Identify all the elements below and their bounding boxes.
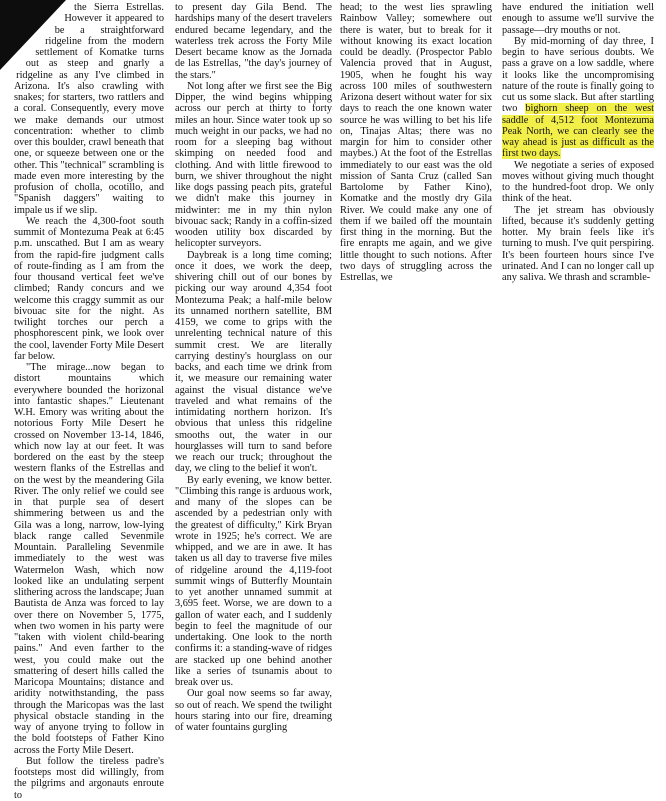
paragraph: head; to the west lies sprawling Rainbow Valley; somewhere out there is water, but to break for it without knowing its exact location could be deadly. (Prospector Pablo Valencia proved that in August, 1905, when he fought his way across 100 miles of southwestern Arizona desert without water for six days to reach the one known water source he was willing to bet his life on, Tinajas Altas; there was no margin for him to consider other maybes.) At the foot of the Estrellas immediately to our east was the old mission of Santa Cruz (called San Bartolome by Father Kino), Komatke and the mostly dry Gila River. We could make any one of them if we bailed off the mountain first thing in the morning. But the fire enrapts me again, and we give little thought to such notions. After two days of struggling across the Estrellas, we <box>340 2 492 283</box>
paragraph: The jet stream has obviously lifted, because it's suddenly getting hotter. My brain feels like it's turning to mush. I've quit perspiring. It's been fourteen hours since I've urinated. And I can no longer call up any saliva. We thrash and scramble- <box>502 204 654 283</box>
paragraph: Not long after we first see the Big Dipper, the wind begins whipping across our perch at thirty to forty miles an hour. Since water took up so much weight in our packs, we had no room for a sleeping bag without skimping on needed food and clothing. And with little firewood to burn, we shiver throughout the night like dogs passing peach pits, grateful we didn't make this journey in midwinter: me in my thin nylon bivouac sack; Randy in a coffin-sized wooden utility box discarded by helicopter surveyors. <box>175 80 332 250</box>
paragraph: Our goal now seems so far away, so out of reach. We spend the twilight hours staring into our fire, dreaming of water fountains gurgling <box>175 688 332 733</box>
paragraph <box>502 36 654 160</box>
highlighted-text: bighorn sheep on the west saddle of 4,512 foot Montezuma Peak North, we can clearly see the way ahead is just as difficult as the first two days. <box>502 103 654 160</box>
paragraph: We negotiate a series of exposed moves without giving much thought to the hundred-foot drop. We only think of the heat. <box>502 159 654 205</box>
paragraph-text: By mid-morning of day three, I begin to have serious doubts. We pass a grave on a low saddle, where it looks like the uncompromising nature of the route is finally going to cut us some slack. But after startling two <box>502 35 654 115</box>
text-column-1 <box>14 2 164 801</box>
paragraph: We reach the 4,300-foot south summit of Montezuma Peak at 6:45 p.m. unscathed. But I am as weary from the rapid-fire judgment calls of route-finding as I am from the four thousand vertical feet we've climbed; Randy concurs and we welcome this craggy summit as our bivouac site for the night. As twilight torches our perch a phosphorescent pink, we look over the cool, lavender Forty Mile Desert far below. <box>14 215 164 362</box>
text-column-3 <box>340 2 492 312</box>
paragraph: "The mirage...now began to distort mountains which everywhere bounded the horizonal into fantastic shapes." Lieutenant W.H. Emory was writing about the notorious Forty Mile Desert he crossed on November 13-14, 1846, which now lay at our feet. It was bordered on the east by the steep western flanks of the Estrellas and on the west by the meandering Gila River. The only relief we could see in that purple sea of desert shimmering between us and the Gila was a long, narrow, low-lying black range called Sevenmile Mountain. Paralleling Sevenmile immediately to the west was Watermelon Wash, which now looked like an undulating serpent slithering across the landscape; Juan Bautista de Anza was forced to lay over there on November 5, 1775, when two women in his party were "taken with violent child-bearing pains." And even farther to the west, you could make out the smattering of desert hills called the Maricopa Mountains; distance and aridity notwithstanding, the pass through the Maricopas was the last physical obstacle standing in the way of anyone trying to follow in the bold footsteps of Father Kino across the Forty Mile Desert. <box>14 362 164 756</box>
paragraph: the Sierra Estrellas. However it appeared to be a straightforward ridgeline from the modern settlement of Komatke turns out as steep and gnarly a ridgeline as any I've climbed in Arizona. It's also crawling with snakes; for starters, two rattlers and a coral. Consequently, every move we make demands our utmost concentration: whether to climb over this boulder, crawl beneath that one, or squeeze between one or the other. This "technical" scrambling is made even more interesting by the profusion of cholla, ocotillo, and "Spanish daggers" waiting to impale us if we slip. <box>14 2 164 216</box>
paragraph: By early evening, we know better. "Climbing this range is arduous work, and many of the slopes can be ascended by a pedestrian only with the greatest of difficulty," Kirk Bryan wrote in 1925; he's correct. We are whipped, and we are in awe. It has taken us all day to traverse five miles of ridgeline around the 4,119-foot summit wings of Butterfly Mountain to yet another unnamed summit at 3,695 feet. Worse, we are down to a gallon of water each, and I suddenly begin to feel the magnitude of our undertaking. One look to the north confirms it: a standing-wave of ridges are stacked up one behind another like a series of tsunamis about to break over us. <box>175 474 332 688</box>
text-column-2 <box>175 2 332 733</box>
paragraph: Daybreak is a long time coming; once it does, we work the deep, shivering chill out of our bones by picking our way around 4,354 foot Montezuma Peak; a half-mile below its unnamed northern satellite, BM 4159, we come to grips with the unrelenting technical nature of this summit crest. We are literally carrying destiny's hourglass on our backs, and each time we drink from it, we measure our remaining water against the visual distance we've traveled and what remains of the intimidating northern horizon. It's obvious that unless this ridgeline smooths out, the water in our hourglasses will turn to sand before we reach our truck; throughout the day, we cling to the belief it won't. <box>175 249 332 475</box>
paragraph: have endured the initiation well enough to assume we'll survive the passage—dry mouths or not. <box>502 2 654 36</box>
text-column-4 <box>502 2 654 312</box>
paragraph: But follow the tireless padre's footsteps most did willingly, from the pilgrims and argonauts enroute to <box>14 755 164 801</box>
paragraph: to present day Gila Bend. The hardships many of the desert travelers endured became legendary, and the waterless trek across the Forty Mile Desert became know as the Jornada de las Estrellas, "the day's journey of the stars." <box>175 2 332 81</box>
corner-shadow <box>0 0 66 70</box>
